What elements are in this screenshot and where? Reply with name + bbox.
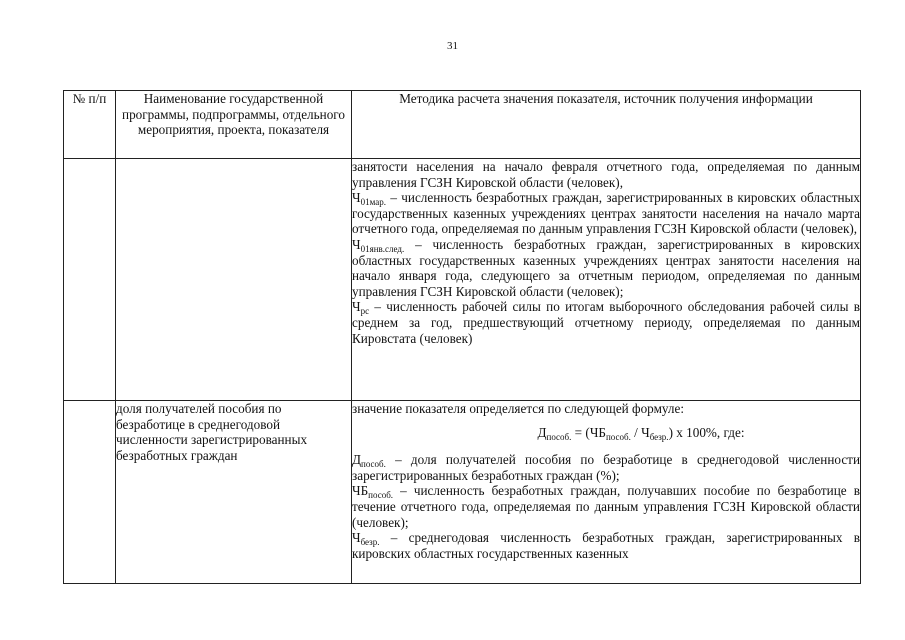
row2-num [64,401,116,584]
header-name: Наименование государственной программы, подпрограммы, отдельного мероприятия, проекта, показателя [116,91,352,159]
row2-method [352,401,861,584]
row2-intro: значение показателя определяется по следующей формуле: [352,401,685,416]
indicator-table [63,90,861,584]
row1-item-2: $Ч_{01янв.след.}$ – численность безработных граждан, зарегистрированных в кировских областных государственных казенных учреждениях центрах занятости населения на начало января года, следующего за отчетным периодом, определяемая по данным управления ГСЗН Кировской области (человек); [352,236,860,299]
row2-item-1: $Д_{пособ.}$ – доля получателей пособия по безработице в среднегодовой численности зарегистрированных безработных граждан (%); [352,452,860,483]
table-row [64,401,861,584]
row1-name [116,159,352,401]
row1-num [64,159,116,401]
row1-method [352,159,861,401]
page-number: 31 [447,40,458,52]
row1-item-3: $Ч_{рс}$ – численность рабочей силы по итогам выборочного обследования рабочей силы в среднем за год, предшествующий отчетному периоду, определяемая по данным Кировстата (человек) [352,299,860,346]
row2-formula: $Д_{пособ.} = (ЧБ_{пособ.} / Ч_{безр.})$ x 100%, где: [537,424,745,442]
row2-item-3: $Ч_{безр.}$ – среднегодовая численность безработных граждан, зарегистрированных в кировских областных государственных казенных [352,530,860,561]
table-row [64,159,861,401]
row1-item-1: $Ч_{01мар.}$ – численность безработных граждан, зарегистрированных в кировских областных государственных казенных учреждениях центрах занятости населения на начало марта отчетного года, определяемая по данным управления ГСЗН Кировской области (человек), [352,190,860,237]
row2-name: доля получателей пособия по безработице в среднегодовой численности зарегистрированных безработных граждан [116,401,352,584]
row2-item-2: $ЧБ_{пособ.}$ – численность безработных граждан, получавших пособие по безработице в течение отчетного года, определяемая по данным управления ГСЗН Кировской области (человек); [352,483,860,530]
row1-lead: занятости населения на начало февраля отчетного года, определяемая по данным управления ГСЗН Кировской области (человек), [352,159,860,190]
table-header-row [64,91,861,159]
header-method: Методика расчета значения показателя, источник получения информации [352,91,861,159]
header-num: № п/п [64,91,116,159]
